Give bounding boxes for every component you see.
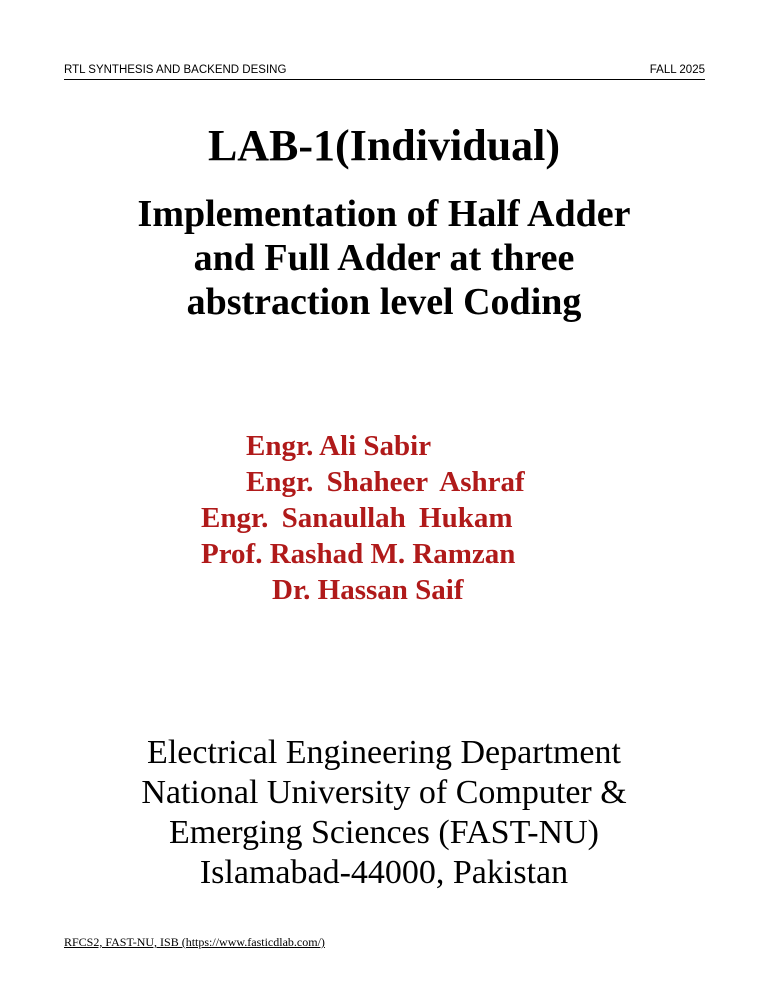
author-name: Engr. Sanaullah Hukam xyxy=(201,502,513,534)
department-line: Islamabad-44000, Pakistan xyxy=(199,854,569,891)
semester-label: FALL 2025 xyxy=(649,64,705,76)
department-line: Electrical Engineering Department xyxy=(147,734,621,771)
department-line: Emerging Sciences (FAST-NU) xyxy=(169,814,599,851)
course-title: RTL SYNTHESIS AND BACKEND DESING xyxy=(64,64,287,76)
department-line: National University of Computer & xyxy=(141,774,627,811)
subtitle-line: Implementation of Half Adder xyxy=(137,193,631,235)
author-name: Prof. Rashad M. Ramzan xyxy=(201,538,516,570)
subtitle-line: abstraction level Coding xyxy=(186,281,582,323)
footer-link[interactable]: RFCS2, FAST-NU, ISB (https://www.fasticdlab.com/) xyxy=(64,935,325,949)
department-block xyxy=(0,733,768,893)
subtitle-line: and Full Adder at three xyxy=(193,237,575,279)
lab-subtitle xyxy=(0,192,768,324)
lab-title: LAB-1(Individual) xyxy=(207,121,561,170)
author-name: Dr. Hassan Saif xyxy=(272,574,464,606)
running-header xyxy=(64,63,705,80)
author-name: Engr. Shaheer Ashraf xyxy=(246,466,525,498)
author-name: Engr. Ali Sabir xyxy=(246,430,432,462)
